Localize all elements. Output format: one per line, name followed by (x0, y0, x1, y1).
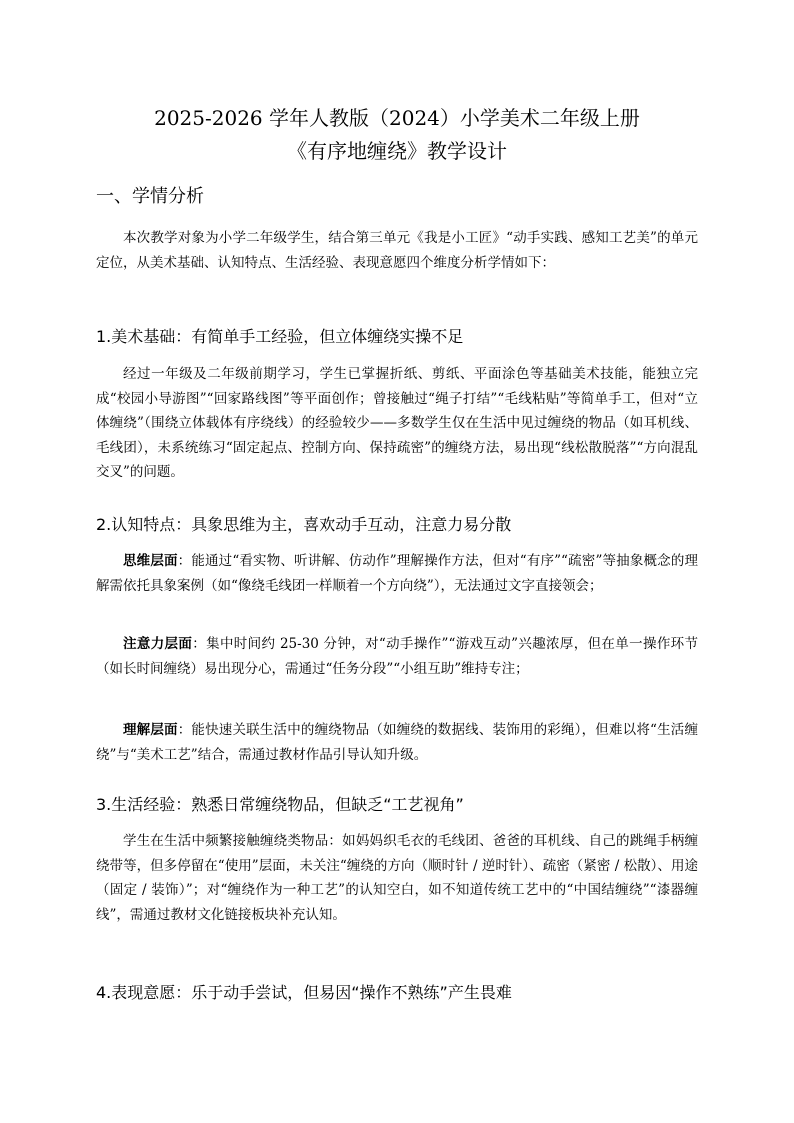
paragraph-attention-level (96, 632, 698, 681)
label-attention-level: 注意力层面 (123, 636, 193, 652)
label-understanding-level: 理解层面 (123, 722, 178, 738)
text-thinking-level: ：能通过“看实物、听讲解、仿动作”理解操作方法，但对“有序”“疏密”等抽象概念的理解需依托具象案例（如“像绕毛线团一样顺着一个方向绕”），无法通过文字直接领会； (96, 553, 699, 594)
document-title-line-2: 《有序地缠绕》教学设计 (287, 139, 507, 163)
paragraph-understanding-level (96, 718, 698, 767)
paragraph-thinking-level (96, 549, 698, 598)
paragraph-art-foundation: 经过一年级及二年级前期学习，学生已掌握折纸、剪纸、平面涂色等基础美术技能，能独立完成“校园小导游图”“回家路线图”等平面创作；曾接触过“绳子打结”“毛线粘贴”等简单手工，但对“立体缠绕”（围绕立体载体有序绕线）的经验较少——多数学生仅在生活中见过缠绕的物品（如耳机线、毛线团），未系统练习“固定起点、控制方向、保持疏密”的缠绕方法，易出现“线松散脱落”“方向混乱交叉”的问题。 (96, 366, 698, 480)
subheading-art-foundation: 1.美术基础：有简单手工经验，但立体缠绕实操不足 (96, 327, 464, 346)
label-thinking-level: 思维层面 (123, 553, 178, 569)
document-title-line-1: 2025-2026 学年人教版（2024）小学美术二年级上册 (154, 106, 640, 130)
text-attention-level: ：集中时间约 25-30 分钟，对“动手操作”“游戏互动”兴趣浓厚，但在单一操作环节（如长时间缠绕）易出现分心，需通过“任务分段”“小组互助”维持专注； (96, 636, 699, 677)
paragraph-life-experience: 学生在生活中频繁接触缠绕类物品：如妈妈织毛衣的毛线团、爸爸的耳机线、自己的跳绳手柄缠绕带等，但多停留在“使用”层面，未关注“缠绕的方向（顺时针 / 逆时针）、疏密（紧密 / 松散）、用途（固定 / 装饰）”；对“缠绕作为一种工艺”的认知空白，如不知道传统工艺中的“中国结缠绕”“漆器缠线”，需通过教材文化链接板块补充认知。 (96, 833, 698, 923)
subheading-life-experience: 3.生活经验：熟悉日常缠绕物品，但缺乏“工艺视角” (96, 795, 464, 814)
section-heading-learning-analysis: 一、学情分析 (96, 186, 204, 207)
text-understanding-level: ：能快速关联生活中的缠绕物品（如缠绕的数据线、装饰用的彩绳），但难以将“生活缠绕”与“美术工艺”结合，需通过教材作品引导认知升级。 (96, 722, 698, 763)
section-intro-paragraph: 本次教学对象为小学二年级学生，结合第三单元《我是小工匠》“动手实践、感知工艺美”的单元定位，从美术基础、认知特点、生活经验、表现意愿四个维度分析学情如下： (96, 230, 698, 271)
subheading-expression-willingness: 4.表现意愿：乐于动手尝试，但易因“操作不熟练”产生畏难 (96, 983, 512, 1002)
subheading-cognitive-traits: 2.认知特点：具象思维为主，喜欢动手互动，注意力易分散 (96, 515, 512, 534)
